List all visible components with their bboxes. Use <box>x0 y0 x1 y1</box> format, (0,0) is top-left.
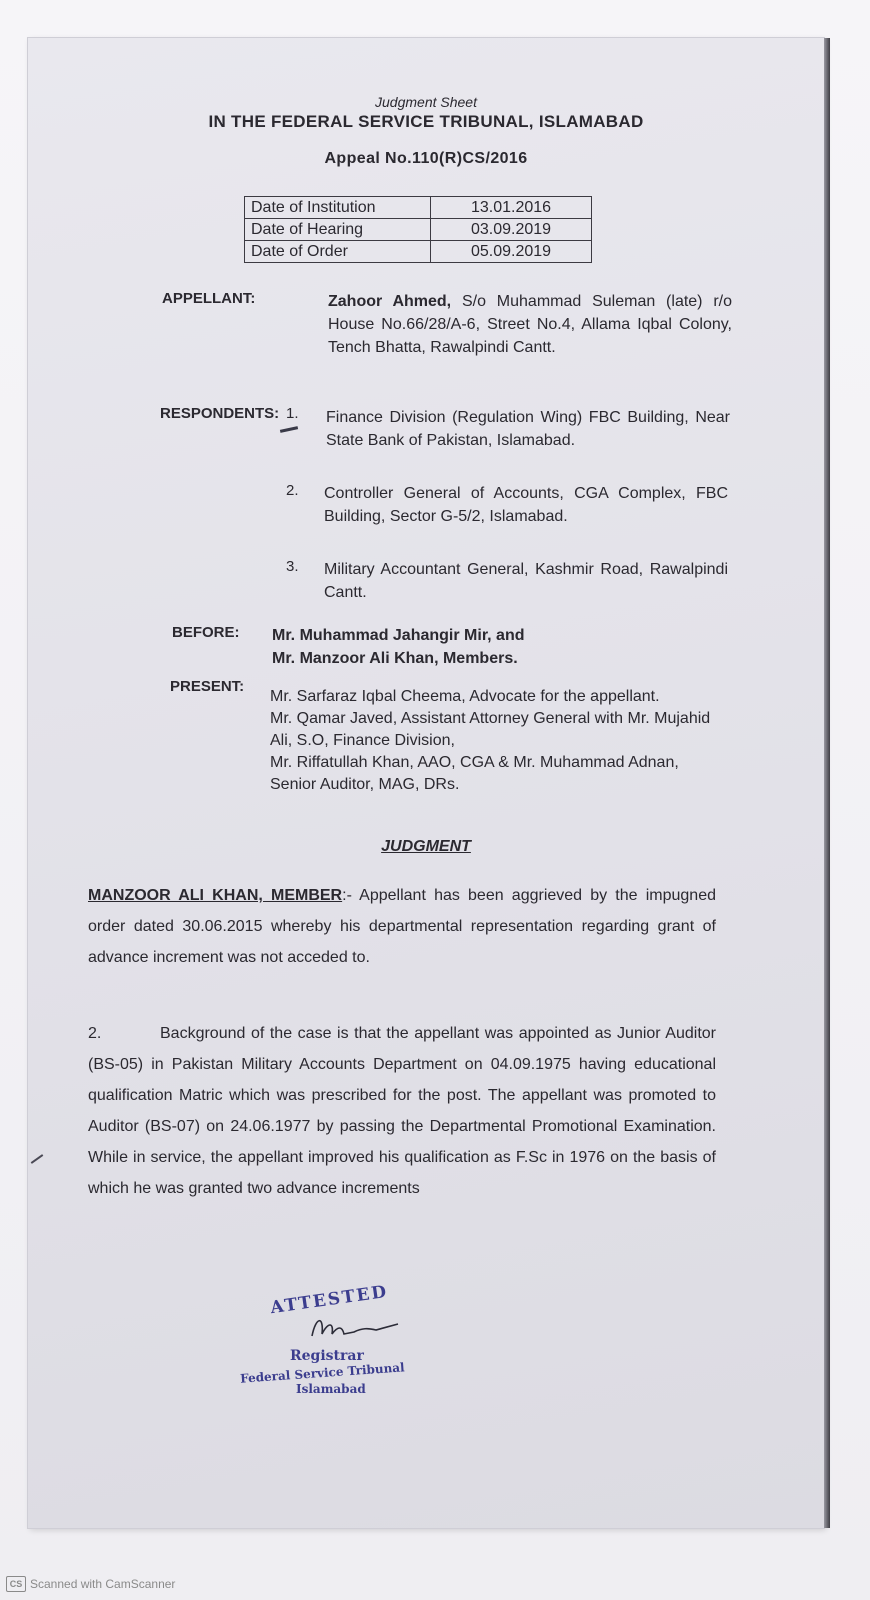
member-name: MANZOOR ALI KHAN, MEMBER <box>88 887 343 904</box>
bench-member-line: Mr. Muhammad Jahangir Mir, and <box>272 627 525 644</box>
date-label: Date of Hearing <box>245 219 431 241</box>
appellant-details <box>328 290 732 359</box>
margin-pen-mark <box>31 1154 44 1164</box>
judgment-paragraph-2 <box>88 1018 716 1204</box>
respondent-text: Controller General of Accounts, CGA Complex, FBC Building, Sector G-5/2, Islamabad. <box>324 485 728 525</box>
date-label: Date of Order <box>245 241 431 263</box>
paragraph-text: Background of the case is that the appellant was appointed as Junior Auditor (BS-05) in Pakistan Military Accounts Department on 04.09.1975 having educational qualification Matric which was prescribed for the post. The appellant was promoted to Auditor (BS-07) on 24.06.1977 by passing the Departmental Promotional Examination. While in service, the appellant improved his qualification as F.Sc in 1976 on the basis of which he was granted two advance increments <box>88 1025 716 1197</box>
footer-text: Scanned with CamScanner <box>30 1577 176 1591</box>
present-entry: Mr. Sarfaraz Iqbal Cheema, Advocate for the appellant. <box>270 688 660 705</box>
judgment-paragraph-1 <box>88 880 716 973</box>
tribunal-title: IN THE FEDERAL SERVICE TRIBUNAL, ISLAMABAD <box>208 112 644 131</box>
date-value: 13.01.2016 <box>431 197 592 219</box>
respondent-number: 3. <box>286 558 299 575</box>
signature <box>306 1314 406 1344</box>
stamp-tribunal: Federal Service Tribunal <box>239 1360 406 1386</box>
appellant-address: S/o Muhammad Suleman (late) r/o House No.66/28/A-6, Street No.4, Allama Iqbal Colony, Tench Bhatta, Rawalpindi Cantt. <box>328 293 732 356</box>
present-entry: Mr. Qamar Javed, Assistant Attorney General with Mr. Mujahid Ali, S.O, Finance Division, <box>270 710 711 749</box>
date-label: Date of Institution <box>245 197 431 219</box>
bench-member-line: Mr. Manzoor Ali Khan, Members. <box>272 650 518 667</box>
stamp-registrar: Registrar <box>290 1348 364 1364</box>
appeal-number: Appeal No.110(R)CS/2016 <box>324 150 528 167</box>
appellant-label: APPELLANT: <box>162 290 256 307</box>
respondent-number: 1. <box>286 405 299 422</box>
respondent-text: Military Accountant General, Kashmir Road, Rawalpindi Cantt. <box>324 561 728 601</box>
camscanner-logo-icon: CS <box>6 1576 26 1592</box>
table-row <box>245 197 592 219</box>
pen-mark <box>280 426 298 433</box>
present-label: PRESENT: <box>170 678 245 695</box>
before-label: BEFORE: <box>172 624 240 641</box>
present-list <box>270 686 722 796</box>
dates-table <box>244 196 592 263</box>
judgment-sheet-label: Judgment Sheet <box>375 94 477 110</box>
document-page <box>28 38 824 1528</box>
stamp-city: Islamabad <box>296 1382 366 1396</box>
respondent-text: Finance Division (Regulation Wing) FBC Building, Near State Bank of Pakistan, Islamabad. <box>326 409 730 449</box>
page-shadow-edge <box>824 38 830 1528</box>
date-value: 03.09.2019 <box>431 219 592 241</box>
paragraph-text: :- Appellant has been aggrieved by the impugned order dated 30.06.2015 whereby his departmental representation regarding grant of advance increment was not acceded to. <box>88 887 716 966</box>
attested-stamp <box>240 1282 450 1400</box>
table-row <box>245 219 592 241</box>
respondent-number: 2. <box>286 482 299 499</box>
judgment-heading: JUDGMENT <box>381 838 471 855</box>
paragraph-number: 2. <box>88 1025 102 1042</box>
bench-members <box>272 624 525 670</box>
present-entry: Mr. Riffatullah Khan, AAO, CGA & Mr. Muhammad Adnan, Senior Auditor, MAG, DRs. <box>270 754 679 793</box>
stamp-attested-text: ATTESTED <box>269 1281 390 1319</box>
respondents-label: RESPONDENTS: <box>160 405 280 422</box>
camscanner-footer <box>6 1576 175 1592</box>
table-row <box>245 241 592 263</box>
appellant-name: Zahoor Ahmed, <box>328 293 452 310</box>
date-value: 05.09.2019 <box>431 241 592 263</box>
